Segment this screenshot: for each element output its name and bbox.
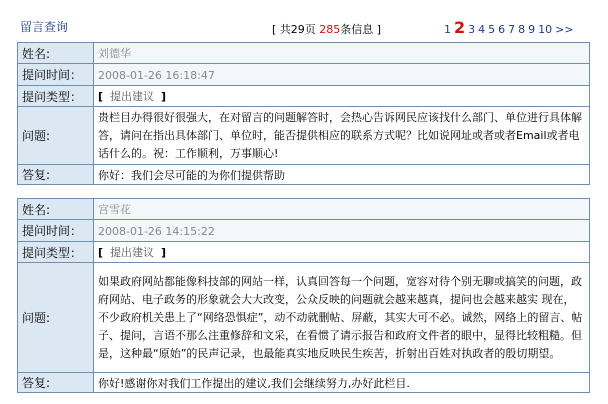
page-link-3[interactable]: 3 [468,23,476,36]
question-type-value: 提出建议 [110,90,155,103]
page-header [0,0,608,40]
answer-text: 你好!感谢你对我们工作提出的建议,我们会继续努力,办好此栏目. [98,376,410,390]
asker-name: 刘德华 [98,47,131,60]
name-row [18,43,590,64]
time-row [18,64,590,86]
name-label: 姓名: [18,43,94,64]
page-link-7[interactable]: 7 [508,23,516,36]
stats-count: 285 [319,23,341,36]
time-row [18,220,590,242]
answer-row [18,373,590,393]
question-text: 贵栏目办得很好很强大，在对留言的问题解答时，会热心告诉网民应该找什么部门、单位进行具体解答，请问在指出具体部门、单位时，能否提供相应的联系方式呢？比如说网址或者或者Email或者电话什么的。祝：工作顺利，万事顺心! [98,110,582,160]
question-row [18,263,590,373]
pagination [444,18,577,36]
page-link-8[interactable]: 8 [518,23,526,36]
question-row [18,107,590,165]
page-link-4[interactable]: 4 [478,23,486,36]
page-link-9[interactable]: 9 [528,23,536,36]
message-card-1 [17,42,590,185]
question-label: 问题: [18,107,94,165]
question-type: [ 提出建议 ] [98,246,167,259]
page-link-2-current: 2 [454,18,466,37]
name-label: 姓名: [18,199,94,220]
message-card-2 [17,198,590,393]
page-title: 留言查询 [20,20,69,34]
answer-row [18,165,590,185]
answer-label: 答复: [18,165,94,185]
question-type-value: 提出建议 [110,246,155,259]
name-row [18,199,590,220]
page-link-1[interactable]: 1 [444,23,451,36]
next-page-button[interactable]: >> [555,23,574,36]
answer-text: 你好：我们会尽可能的为你们提供帮助 [98,168,285,182]
type-label: 提问类型： [18,86,94,107]
question-label: 问题: [18,263,94,373]
type-row [18,86,590,107]
asker-name: 宫雪花 [98,203,131,216]
time-label: 提问时间： [18,64,94,86]
answer-label: 答复: [18,373,94,393]
page-link-10[interactable]: 10 [538,23,553,36]
stats-suffix: 条信息 ] [340,23,382,36]
page-link-6[interactable]: 6 [498,23,506,36]
question-type: [ 提出建议 ] [98,90,167,103]
type-row [18,242,590,263]
question-text: 如果政府网站都能像科技部的网站一样，认真回答每一个问题，宽容对待个别无聊或搞笑的问题，政府网站、电子政务的形象就会大大改变，公众反映的问题就会越来越真，提问也会越来越实 现在，不少政府机关患上了“网络恐惧症”，动不动就删帖、屏蔽，其实大可不必。诚然，网络上的留言、帖子、提问，言语不那么注重修辞和文采，在看惯了请示报告和政府文件者的眼中，显得比较粗糙。但是，这种最“原始”的民声记录，也最能真实地反映民生疾苦，折射出百姓对执政者的殷切期望。 [98,274,583,360]
page-stats [272,21,381,37]
ask-time: 2008-01-26 16:18:47 [98,68,215,82]
stats-prefix: [ 共29页 [272,23,316,36]
type-label: 提问类型： [18,242,94,263]
time-label: 提问时间： [18,220,94,242]
page-link-5[interactable]: 5 [488,23,496,36]
ask-time: 2008-01-26 14:15:22 [98,224,215,238]
